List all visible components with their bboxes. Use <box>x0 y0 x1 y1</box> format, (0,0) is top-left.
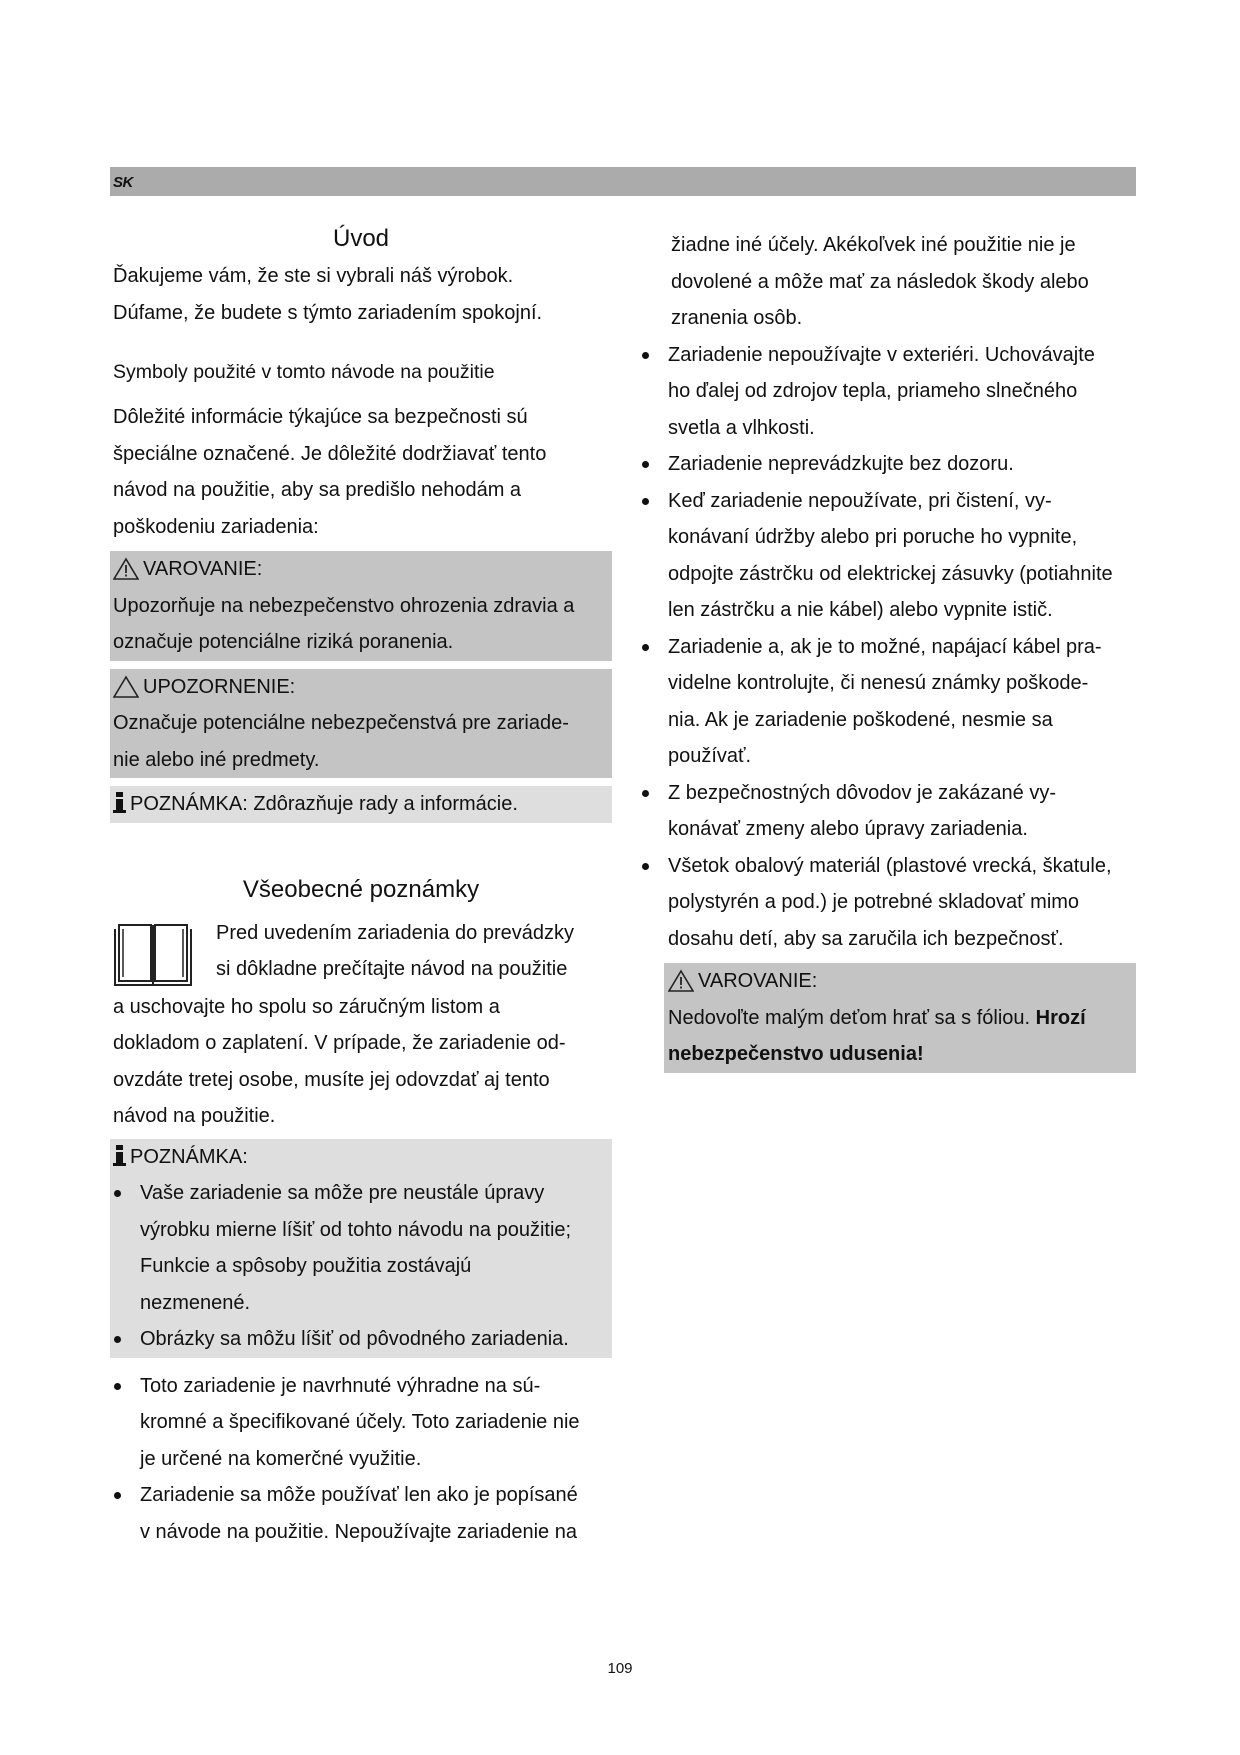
list-line: len zástrčku a nie kábel) alebo vypnite istič. <box>668 599 1053 621</box>
list-item <box>110 1321 609 1358</box>
symbols-line: Dôležité informácie týkajúce sa bezpečnosti sú <box>113 406 528 428</box>
continued-text <box>664 227 1136 337</box>
list-line: Zariadenie neprevádzkujte bez dozoru. <box>668 453 1014 475</box>
list-line: je určené na komerčné využitie. <box>140 1447 422 1470</box>
list-line: používať. <box>668 745 752 767</box>
caution-line: nie alebo iné predmety. <box>113 748 320 771</box>
warning-title <box>113 551 609 588</box>
list-item <box>638 483 1136 629</box>
right-column <box>664 227 1136 1073</box>
symbols-heading: Symboly použité v tomto návode na použitie <box>113 361 495 383</box>
symbols-line: špeciálne označené. Je dôležité dodržiavať tento <box>113 442 547 465</box>
general-intro <box>110 915 612 989</box>
note-label: POZNÁMKA: <box>130 793 248 815</box>
list-line: Obrázky sa môžu líšiť od pôvodného zariadenia. <box>140 1328 569 1350</box>
intro-title: Úvod <box>332 225 390 252</box>
list-item <box>110 1477 612 1550</box>
warning-line <box>668 1036 1133 1073</box>
list-line: Zariadenie nepoužívajte v exteriéri. Uchovávajte <box>668 343 1095 366</box>
info-icon <box>113 792 126 813</box>
warning-triangle-icon <box>668 969 694 993</box>
left-column <box>110 224 612 1550</box>
info-icon <box>113 1145 126 1166</box>
list-item <box>638 337 1136 447</box>
warning-line: Upozorňuje na nebezpečenstvo ohrozenia zdravia a <box>113 594 575 617</box>
list-line: dosahu detí, aby sa zaručila ich bezpečnosť. <box>668 927 1064 950</box>
left-bullet-list <box>110 1368 612 1551</box>
caution-box <box>110 669 612 779</box>
list-line: Vaše zariadenie sa môže pre neustále úpravy <box>140 1182 545 1204</box>
general-line: ovzdáte tretej osobe, musíte jej odovzdať aj tento <box>113 1068 550 1091</box>
caution-label: UPOZORNENIE: <box>143 675 296 698</box>
language-code: SK <box>113 174 133 191</box>
general-line: návod na použitie. <box>113 1105 276 1127</box>
note-text: Zdôrazňuje rady a informácie. <box>253 793 518 815</box>
list-line: Všetok obalový materiál (plastové vrecká, škatule, <box>668 854 1112 877</box>
warning-text: Nedovoľte malým deťom hrať sa s fóliou. <box>668 1006 1031 1029</box>
list-line: Keď zariadenie nepoužívate, pri čistení, vy- <box>668 489 1052 512</box>
intro-text-2: Dúfame, že budete s týmto zariadením spokojní. <box>113 301 543 324</box>
continued-line: zranenia osôb. <box>671 307 803 329</box>
warning-label: VAROVANIE: <box>698 970 818 992</box>
list-item <box>110 1175 609 1321</box>
note2-label: POZNÁMKA: <box>130 1145 248 1168</box>
warning-label: VAROVANIE: <box>143 558 263 580</box>
list-line: ho ďalej od zdrojov tepla, priameho slnečného <box>668 380 1078 402</box>
caution-title <box>113 669 609 706</box>
list-item <box>638 775 1136 848</box>
warning-emphasis: Hrozí <box>1035 1006 1086 1029</box>
list-line: Zariadenie a, ak je to možné, napájací kábel pra- <box>668 635 1102 658</box>
note2-title <box>113 1139 609 1176</box>
list-item <box>638 629 1136 775</box>
continued-line: dovolené a môže mať za následok škody alebo <box>671 270 1089 293</box>
caution-line: Označuje potenciálne nebezpečenstvá pre zariade- <box>113 712 569 734</box>
general-line: si dôkladne prečítajte návod na použitie <box>216 958 568 980</box>
general-line: a uschovajte ho spolu so záručným listom a <box>113 995 500 1018</box>
continued-line: žiadne iné účely. Akékoľvek iné použitie nie je <box>671 234 1076 256</box>
list-line: v návode na použitie. Nepoužívajte zariadenie na <box>140 1520 577 1543</box>
warning-triangle-icon <box>113 557 139 581</box>
warning-box <box>110 551 612 661</box>
list-line: kromné a špecifikované účely. Toto zariadenie nie <box>140 1411 580 1433</box>
list-line: výrobku mierne líšiť od tohto návodu na použitie; <box>140 1218 572 1241</box>
list-line: polystyrén a pod.) je potrebné skladovať mimo <box>668 891 1080 913</box>
language-bar <box>110 167 1136 196</box>
symbols-line: poškodeniu zariadenia: <box>113 515 319 538</box>
note-box <box>110 786 612 823</box>
general-line: Pred uvedením zariadenia do prevádzky <box>216 921 574 944</box>
general-line: dokladom o zaplatení. V prípade, že zariadenie od- <box>113 1032 566 1054</box>
list-line: konávať zmeny alebo úpravy zariadenia. <box>668 818 1028 840</box>
right-warning-box <box>664 963 1136 1073</box>
warning-line: označuje potenciálne riziká poranenia. <box>113 631 454 653</box>
list-line: Toto zariadenie je navrhnuté výhradne na sú- <box>140 1374 541 1397</box>
warning-emphasis: nebezpečenstvo udusenia! <box>668 1043 924 1065</box>
list-line: videlne kontrolujte, či nenesú známky poškode- <box>668 672 1089 694</box>
list-item <box>110 1368 612 1478</box>
symbols-text <box>110 399 612 545</box>
list-line: Zariadenie sa môže používať len ako je popísané <box>140 1484 578 1506</box>
list-line: Funkcie a spôsoby použitia zostávajú <box>140 1255 472 1277</box>
list-line: konávaní údržby alebo pri poruche ho vypnite, <box>668 526 1078 548</box>
intro-text-1: Ďakujeme vám, že ste si vybrali náš výrobok. <box>113 265 514 287</box>
book-icon <box>113 921 193 989</box>
list-item <box>638 446 1136 483</box>
list-line: odpojte zástrčku od elektrickej zásuvky (potiahnite <box>668 562 1113 585</box>
list-item <box>638 848 1136 958</box>
right-bullet-list <box>638 337 1136 958</box>
note2-box <box>110 1139 612 1358</box>
note2-list <box>110 1175 609 1358</box>
note-line <box>113 786 609 823</box>
list-line: svetla a vlhkosti. <box>668 416 815 439</box>
symbols-line: návod na použitie, aby sa predišlo nehodám a <box>113 479 522 501</box>
warning-title <box>668 963 1133 1000</box>
warning-line <box>668 1000 1133 1037</box>
list-line: Z bezpečnostných dôvodov je zakázané vy- <box>668 781 1056 804</box>
list-line: nezmenené. <box>140 1291 251 1314</box>
caution-triangle-icon <box>113 675 139 699</box>
page-number: 109 <box>607 1660 633 1677</box>
list-line: nia. Ak je zariadenie poškodené, nesmie sa <box>668 708 1053 731</box>
general-title: Všeobecné poznámky <box>242 875 480 903</box>
